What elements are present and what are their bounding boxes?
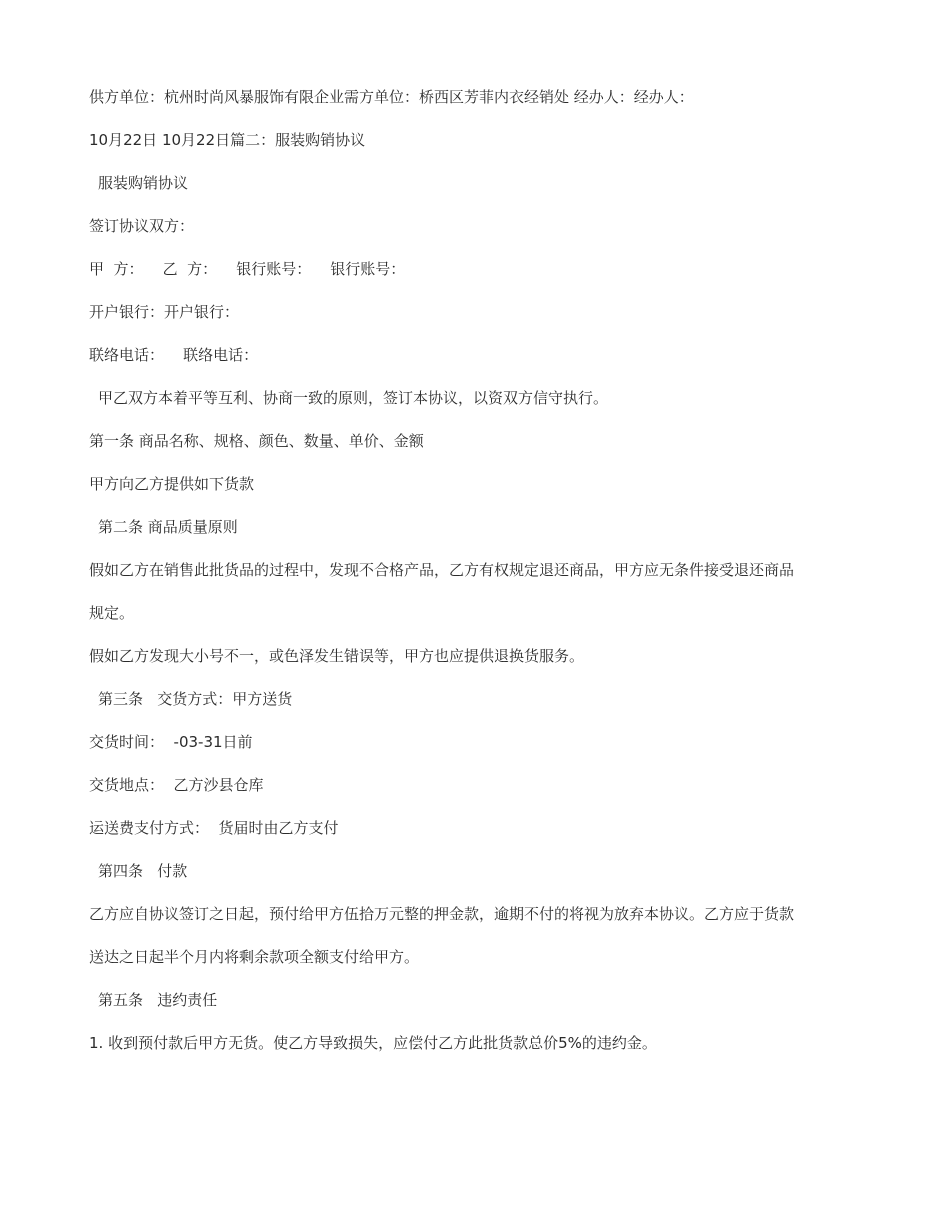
article-2-heading: 第二条 商品质量原则	[98, 518, 238, 536]
delivery-time: 交货时间： -03-31日前	[89, 733, 253, 751]
parties-label: 签订协议双方：	[89, 217, 195, 235]
article-5-heading: 第五条 违约责任	[98, 991, 218, 1009]
article-4-heading: 第四条 付款	[98, 862, 188, 880]
phone-line: 联络电话： 联络电话：	[89, 346, 259, 364]
section-heading: 服装购销协议	[98, 174, 189, 192]
supplier-buyer-line: 供方单位：杭州时尚风暴服饰有限企业需方单位：桥西区芳菲内衣经销处 经办人：经办人：	[89, 88, 694, 106]
article-5-item-1: 1. 收到预付款后甲方无货。使乙方导致损失，应偿付乙方此批货款总价5%的违约金。	[89, 1034, 657, 1052]
article-4-text-2: 送达之日起半个月内将剩余款项全额支付给甲方。	[89, 948, 420, 966]
shipping-payment: 运送费支付方式： 货届时由乙方支付	[89, 819, 339, 837]
party-account-line: 甲 方： 乙 方： 银行账号： 银行账号：	[89, 260, 406, 278]
date-title-line: 10月22日 10月22日篇二：服装购销协议	[89, 131, 366, 149]
article-1-text: 甲方向乙方提供如下货款	[89, 475, 255, 493]
principle-paragraph: 甲乙双方本着平等互利、协商一致的原则，签订本协议，以资双方信守执行。	[98, 389, 609, 407]
delivery-place: 交货地点： 乙方沙县仓库	[89, 776, 264, 794]
article-1-heading: 第一条 商品名称、规格、颜色、数量、单价、金额	[89, 432, 424, 450]
article-4-text-1: 乙方应自协议签订之日起，预付给甲方伍拾万元整的押金款，逾期不付的将视为放弃本协议。乙方应于货款	[89, 905, 795, 923]
article-2-text-2: 规定。	[89, 604, 135, 622]
article-3-heading: 第三条 交货方式：甲方送货	[98, 690, 293, 708]
article-2-text-3: 假如乙方发现大小号不一，或色泽发生错误等，甲方也应提供退换货服务。	[89, 647, 585, 665]
bank-line: 开户银行：开户银行：	[89, 303, 240, 321]
article-2-text-1: 假如乙方在销售此批货品的过程中，发现不合格产品，乙方有权规定退还商品，甲方应无条件接受退还商品	[89, 561, 795, 579]
